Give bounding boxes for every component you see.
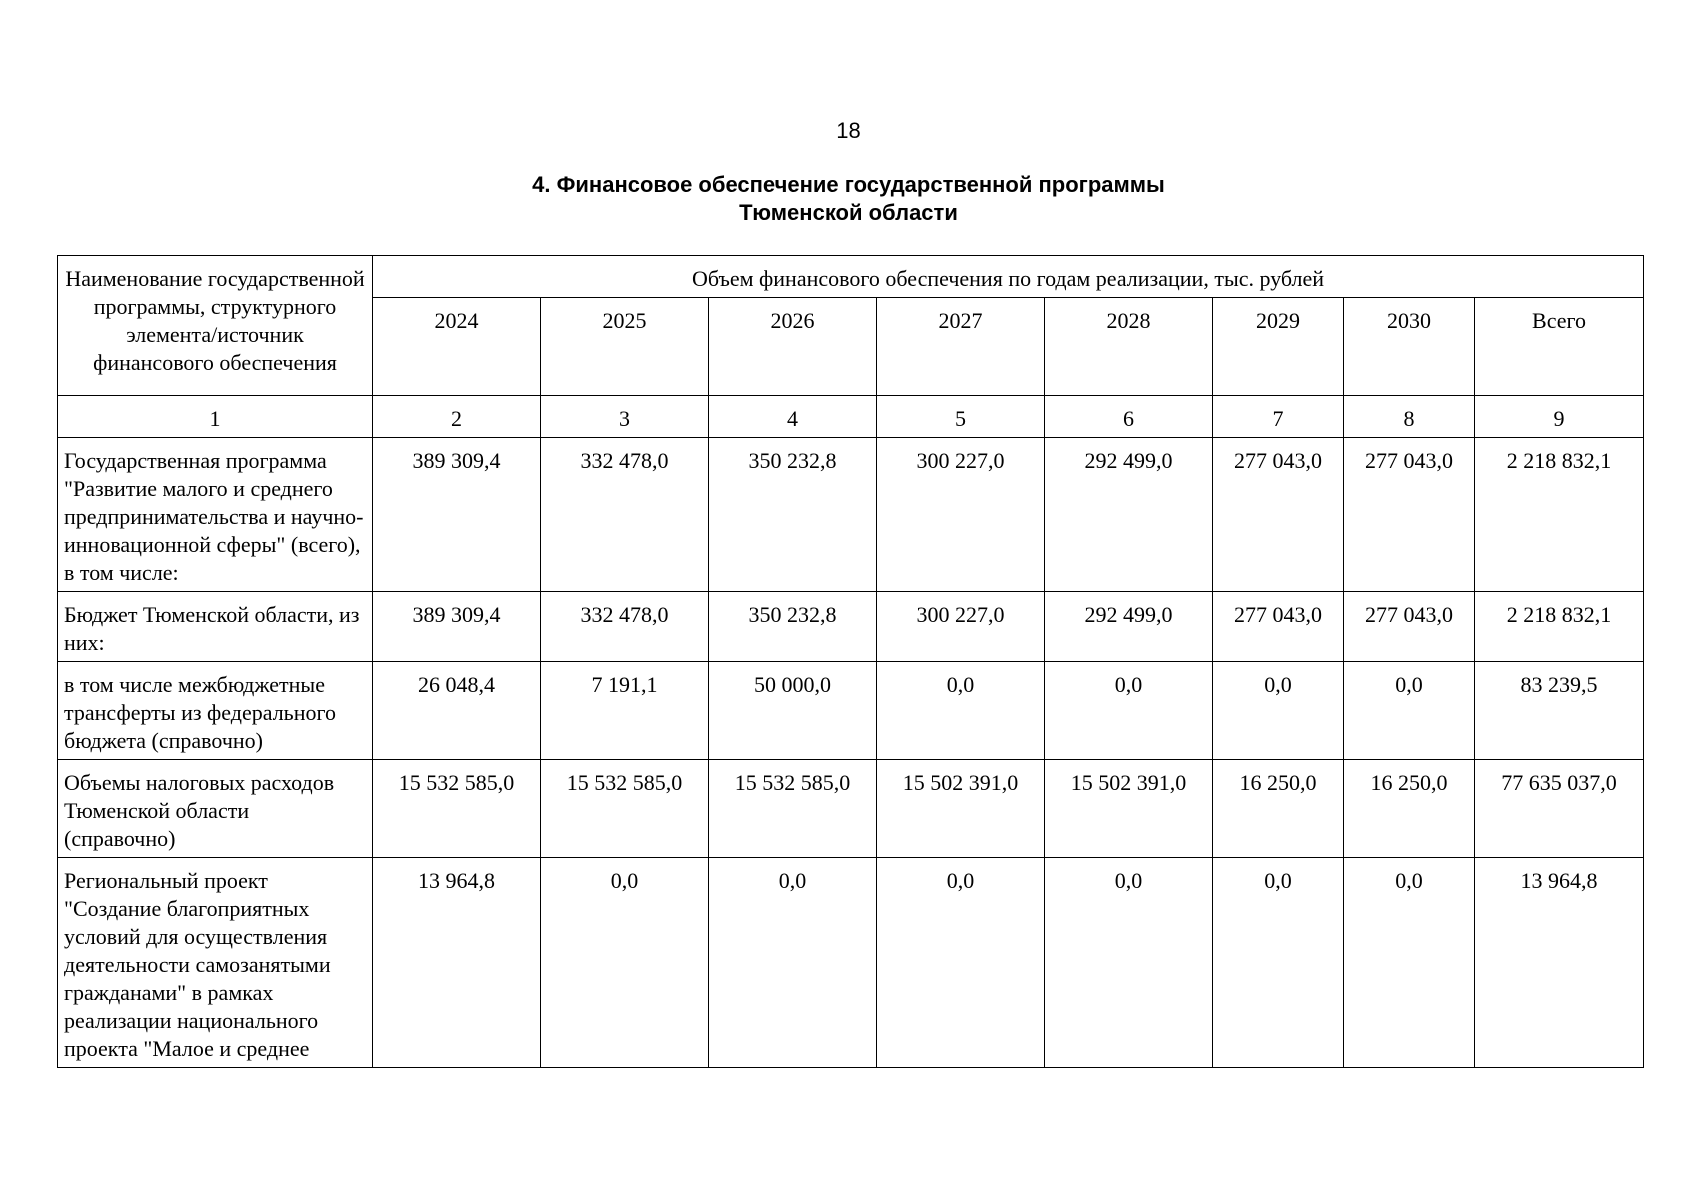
year-header: 2027 <box>877 298 1045 396</box>
table-cell: 15 502 391,0 <box>1045 760 1213 858</box>
name-column-header: Наименование государственной программы, структурного элемента/источник финансового обеспечения <box>58 256 373 396</box>
table-cell: 0,0 <box>541 858 709 1068</box>
row-name: Региональный проект "Создание благоприятных условий для осуществления деятельности самозанятыми гражданами" в рамках реализации национального проекта "Малое и среднее <box>58 858 373 1068</box>
table-cell: 350 232,8 <box>709 438 877 592</box>
column-number: 8 <box>1344 396 1475 438</box>
table-cell: 0,0 <box>1213 858 1344 1068</box>
table-cell: 300 227,0 <box>877 592 1045 662</box>
table-row <box>58 858 1644 1068</box>
table-cell: 277 043,0 <box>1344 592 1475 662</box>
table-cell: 389 309,4 <box>373 438 541 592</box>
table-cell-total: 2 218 832,1 <box>1475 438 1644 592</box>
table-cell: 50 000,0 <box>709 662 877 760</box>
year-header: 2030 <box>1344 298 1475 396</box>
table-cell: 389 309,4 <box>373 592 541 662</box>
financing-table <box>57 255 1644 1068</box>
table-cell: 292 499,0 <box>1045 592 1213 662</box>
table-cell: 0,0 <box>877 858 1045 1068</box>
header-row-top <box>58 256 1644 298</box>
table-cell: 300 227,0 <box>877 438 1045 592</box>
page-number: 18 <box>836 118 861 143</box>
financing-group-header: Объем финансового обеспечения по годам реализации, тыс. рублей <box>373 256 1644 298</box>
table-cell-total: 2 218 832,1 <box>1475 592 1644 662</box>
row-name: Объемы налоговых расходов Тюменской области (справочно) <box>58 760 373 858</box>
table-cell: 350 232,8 <box>709 592 877 662</box>
year-header: 2028 <box>1045 298 1213 396</box>
table-cell: 0,0 <box>877 662 1045 760</box>
column-number: 5 <box>877 396 1045 438</box>
column-number: 9 <box>1475 396 1644 438</box>
year-header: 2026 <box>709 298 877 396</box>
column-number: 4 <box>709 396 877 438</box>
section-heading <box>0 171 1697 227</box>
year-header: 2025 <box>541 298 709 396</box>
table-cell: 0,0 <box>1344 662 1475 760</box>
table-cell: 15 532 585,0 <box>709 760 877 858</box>
table-cell: 16 250,0 <box>1213 760 1344 858</box>
table-cell: 332 478,0 <box>541 438 709 592</box>
total-header: Всего <box>1475 298 1644 396</box>
table-cell: 15 502 391,0 <box>877 760 1045 858</box>
column-number: 1 <box>58 396 373 438</box>
table-cell-total: 77 635 037,0 <box>1475 760 1644 858</box>
table-row <box>58 592 1644 662</box>
table-row <box>58 662 1644 760</box>
table-cell-total: 13 964,8 <box>1475 858 1644 1068</box>
column-number: 7 <box>1213 396 1344 438</box>
section-heading-line-2: Тюменской области <box>739 200 958 225</box>
row-name: Государственная программа "Развитие малого и среднего предпринимательства и научно-инновационной сферы" (всего), в том числе: <box>58 438 373 592</box>
year-header: 2029 <box>1213 298 1344 396</box>
section-heading-line-1: 4. Финансовое обеспечение государственной программы <box>532 172 1165 197</box>
table-cell: 7 191,1 <box>541 662 709 760</box>
table-cell: 16 250,0 <box>1344 760 1475 858</box>
table-cell: 0,0 <box>1045 662 1213 760</box>
table-cell: 332 478,0 <box>541 592 709 662</box>
table-cell-total: 83 239,5 <box>1475 662 1644 760</box>
table-cell: 15 532 585,0 <box>373 760 541 858</box>
table-cell: 277 043,0 <box>1213 592 1344 662</box>
table-cell: 26 048,4 <box>373 662 541 760</box>
column-number: 2 <box>373 396 541 438</box>
table-row <box>58 760 1644 858</box>
table-cell: 0,0 <box>1344 858 1475 1068</box>
row-name: Бюджет Тюменской области, из них: <box>58 592 373 662</box>
column-number-row <box>58 396 1644 438</box>
table-cell: 13 964,8 <box>373 858 541 1068</box>
table-cell: 15 532 585,0 <box>541 760 709 858</box>
column-number: 6 <box>1045 396 1213 438</box>
table-cell: 277 043,0 <box>1344 438 1475 592</box>
table-cell: 0,0 <box>1213 662 1344 760</box>
table-cell: 292 499,0 <box>1045 438 1213 592</box>
table-cell: 0,0 <box>1045 858 1213 1068</box>
row-name: в том числе межбюджетные трансферты из федерального бюджета (справочно) <box>58 662 373 760</box>
year-header: 2024 <box>373 298 541 396</box>
table-row <box>58 438 1644 592</box>
column-number: 3 <box>541 396 709 438</box>
table-cell: 0,0 <box>709 858 877 1068</box>
table-cell: 277 043,0 <box>1213 438 1344 592</box>
